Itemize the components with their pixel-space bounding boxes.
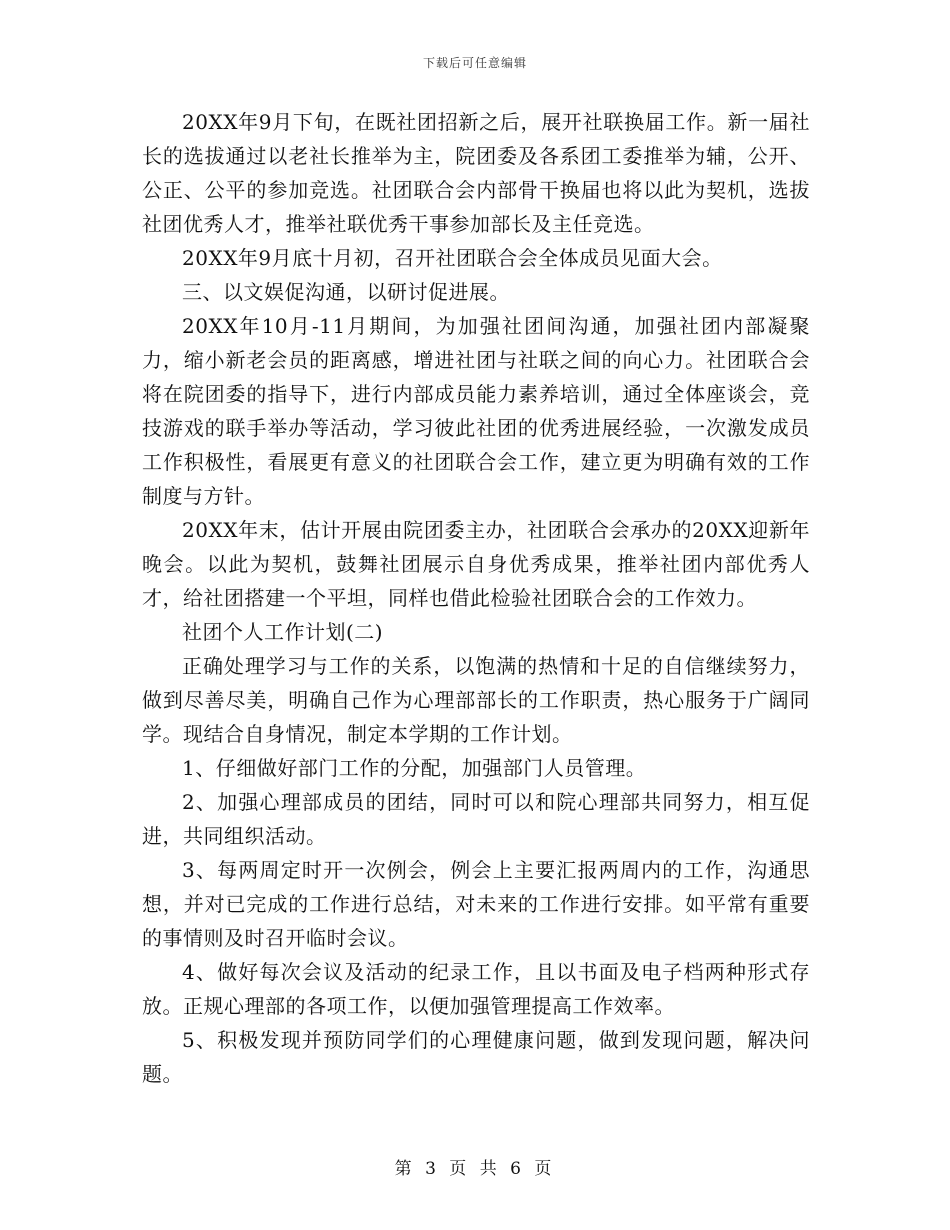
list-item-3: 3、每两周定时开一次例会，例会上主要汇报两周内的工作，沟通思想，并对已完成的工作进行总结，对未来的工作进行安排。如平常有重要的事情则及时召开临时会议。 — [142, 858, 810, 950]
paragraph-4: 20XX年10月-11月期间，为加强社团间沟通，加强社团内部凝聚力，缩小新老会员的距离感，增进社团与社联之间的向心力。社团联合会将在院团委的指导下，进行内部成员能力素养培训，通过全体座谈会，竞技游戏的联手举办等活动，学习彼此社团的优秀进展经验，一次激发成员工作积极性，看展更有意义的社团联合会工作，建立更为明确有效的工作制度与方针。 — [142, 314, 810, 508]
page-header: 下载后可任意编辑 — [422, 56, 527, 70]
list-item-4: 4、做好每次会议及活动的纪录工作，且以书面及电子档两种形式存放。正规心理部的各项工作，以便加强管理提高工作效率。 — [142, 960, 810, 1018]
paragraph-7: 正确处理学习与工作的关系，以饱满的热情和十足的自信继续努力，做到尽善尽美，明确自己作为心理部部长的工作职责，热心服务于广阔同学。现结合自身情况，制定本学期的工作计划。 — [142, 654, 810, 746]
paragraph-5: 20XX年末，估计开展由院团委主办，社团联合会承办的20XX迎新年晚会。以此为契机，鼓舞社团展示自身优秀成果，推举社团内部优秀人才，给社团搭建一个平坦，同样也借此检验社团联合会的工作效力。 — [142, 518, 810, 610]
section-heading-3: 三、以文娱促沟通，以研讨促进展。 — [182, 280, 510, 304]
list-item-1: 1、仔细做好部门工作的分配，加强部门人员管理。 — [182, 756, 647, 780]
paragraph-2: 20XX年9月底十月初，召开社团联合会全体成员见面大会。 — [182, 246, 723, 270]
document-body — [142, 105, 810, 1091]
page-number-footer: 第 3 页 共 6 页 — [394, 1159, 556, 1179]
section-title-plan-2: 社团个人工作计划(二) — [182, 620, 384, 644]
list-item-5: 5、积极发现并预防同学们的心理健康问题，做到发现问题，解决问题。 — [142, 1028, 810, 1086]
list-item-2: 2、加强心理部成员的团结，同时可以和院心理部共同努力，相互促进，共同组织活动。 — [142, 790, 810, 848]
paragraph-1: 20XX年9月下旬，在既社团招新之后，展开社联换届工作。新一届社长的选拔通过以老社长推举为主，院团委及各系团工委推举为辅，公开、公正、公平的参加竞选。社团联合会内部骨干换届也将以此为契机，选拔社团优秀人才，推举社联优秀干事参加部长及主任竞选。 — [142, 110, 810, 236]
